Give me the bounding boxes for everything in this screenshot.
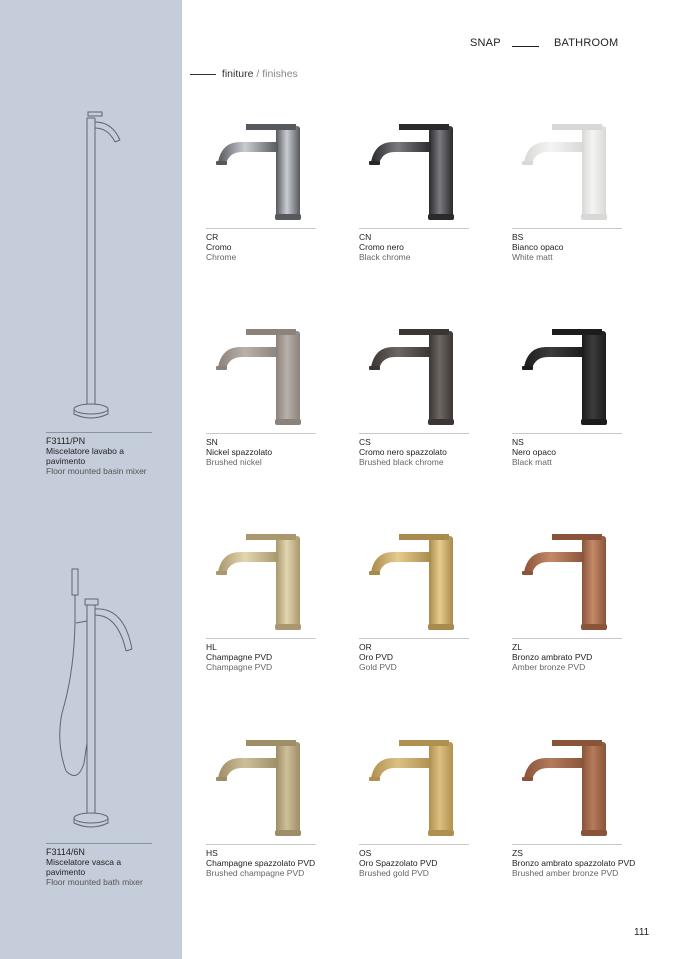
finish-name-en: Gold PVD bbox=[359, 662, 397, 672]
finish-name-it: Nero opaco bbox=[512, 447, 556, 457]
finishes-heading bbox=[190, 68, 298, 80]
section-name: BATHROOM bbox=[554, 37, 619, 49]
faucet-icon bbox=[512, 325, 622, 429]
finish-name-it: Cromo bbox=[206, 242, 232, 252]
finish-name-it: Bronzo ambrato spazzolato PVD bbox=[512, 858, 636, 868]
finishes-title-en: finishes bbox=[262, 68, 298, 80]
finish-name-en: Brushed gold PVD bbox=[359, 868, 429, 878]
swatch-divider bbox=[206, 228, 316, 229]
swatch-divider bbox=[206, 433, 316, 434]
floor-bath-mixer-drawing bbox=[54, 563, 138, 833]
page-number: 111 bbox=[634, 927, 650, 938]
heading-rule bbox=[190, 74, 216, 75]
product-f3114 bbox=[46, 843, 152, 887]
finish-code: ZS bbox=[512, 848, 523, 858]
finish-name-en: Chrome bbox=[206, 252, 237, 262]
faucet-icon bbox=[512, 530, 622, 634]
finish-name-it: Bianco opaco bbox=[512, 242, 564, 252]
product-f3111 bbox=[46, 432, 152, 476]
finish-code: NS bbox=[512, 437, 524, 447]
product-name-it: Miscelatore lavabo a pavimento bbox=[46, 446, 124, 466]
finish-name-en: Brushed black chrome bbox=[359, 457, 444, 467]
finish-name-it: Bronzo ambrato PVD bbox=[512, 652, 593, 662]
finish-code: ZL bbox=[512, 642, 522, 652]
finish-name-en: White matt bbox=[512, 252, 553, 262]
faucet-icon bbox=[359, 530, 469, 634]
product-sidebar bbox=[0, 0, 182, 959]
product-name-en: Floor mounted basin mixer bbox=[46, 466, 147, 476]
faucet-icon bbox=[512, 120, 622, 224]
faucet-icon bbox=[206, 530, 316, 634]
swatch-divider bbox=[359, 638, 469, 639]
finish-code: SN bbox=[206, 437, 218, 447]
faucet-icon bbox=[359, 736, 469, 840]
finish-name-it: Oro Spazzolato PVD bbox=[359, 858, 438, 868]
product-name-it: Miscelatore vasca a pavimento bbox=[46, 857, 122, 877]
swatch-divider bbox=[359, 433, 469, 434]
finish-name-it: Cromo nero bbox=[359, 242, 404, 252]
floor-basin-mixer-drawing bbox=[68, 106, 132, 421]
finish-code: CS bbox=[359, 437, 371, 447]
finish-name-en: Brushed nickel bbox=[206, 457, 262, 467]
finish-code: OR bbox=[359, 642, 372, 652]
product-divider bbox=[46, 843, 152, 844]
swatch-divider bbox=[512, 433, 622, 434]
finish-name-it: Oro PVD bbox=[359, 652, 394, 662]
faucet-icon bbox=[206, 736, 316, 840]
faucet-icon bbox=[206, 325, 316, 429]
product-code: F3111/PN bbox=[46, 436, 86, 446]
heading-separator: / bbox=[256, 68, 260, 80]
faucet-icon bbox=[359, 325, 469, 429]
finish-code: BS bbox=[512, 232, 524, 242]
swatch-divider bbox=[206, 638, 316, 639]
product-name-en: Floor mounted bath mixer bbox=[46, 877, 143, 887]
finish-name-it: Nickel spazzolato bbox=[206, 447, 273, 457]
swatch-divider bbox=[206, 844, 316, 845]
swatch-divider bbox=[512, 638, 622, 639]
brand-name: SNAP bbox=[470, 37, 501, 49]
swatch-divider bbox=[512, 228, 622, 229]
finish-code: HL bbox=[206, 642, 217, 652]
swatch-divider bbox=[512, 844, 622, 845]
finish-name-it: Champagne PVD bbox=[206, 652, 273, 662]
finish-code: CR bbox=[206, 232, 219, 242]
swatch-divider bbox=[359, 228, 469, 229]
finish-name-en: Champagne PVD bbox=[206, 662, 273, 672]
finish-name-en: Black matt bbox=[512, 457, 552, 467]
header-separator bbox=[512, 46, 539, 47]
finish-code: CN bbox=[359, 232, 372, 242]
finish-name-en: Brushed amber bronze PVD bbox=[512, 868, 619, 878]
product-code: F3114/6N bbox=[46, 847, 85, 857]
finish-name-it: Cromo nero spazzolato bbox=[359, 447, 447, 457]
finish-code: OS bbox=[359, 848, 372, 858]
swatch-divider bbox=[359, 844, 469, 845]
faucet-icon bbox=[512, 736, 622, 840]
product-divider bbox=[46, 432, 152, 433]
finish-name-it: Champagne spazzolato PVD bbox=[206, 858, 316, 868]
finish-code: HS bbox=[206, 848, 218, 858]
finishes-title-it: finiture bbox=[221, 68, 254, 80]
finish-name-en: Brushed champagne PVD bbox=[206, 868, 305, 878]
faucet-icon bbox=[359, 120, 469, 224]
faucet-icon bbox=[206, 120, 316, 224]
finish-name-en: Black chrome bbox=[359, 252, 411, 262]
finish-name-en: Amber bronze PVD bbox=[512, 662, 586, 672]
